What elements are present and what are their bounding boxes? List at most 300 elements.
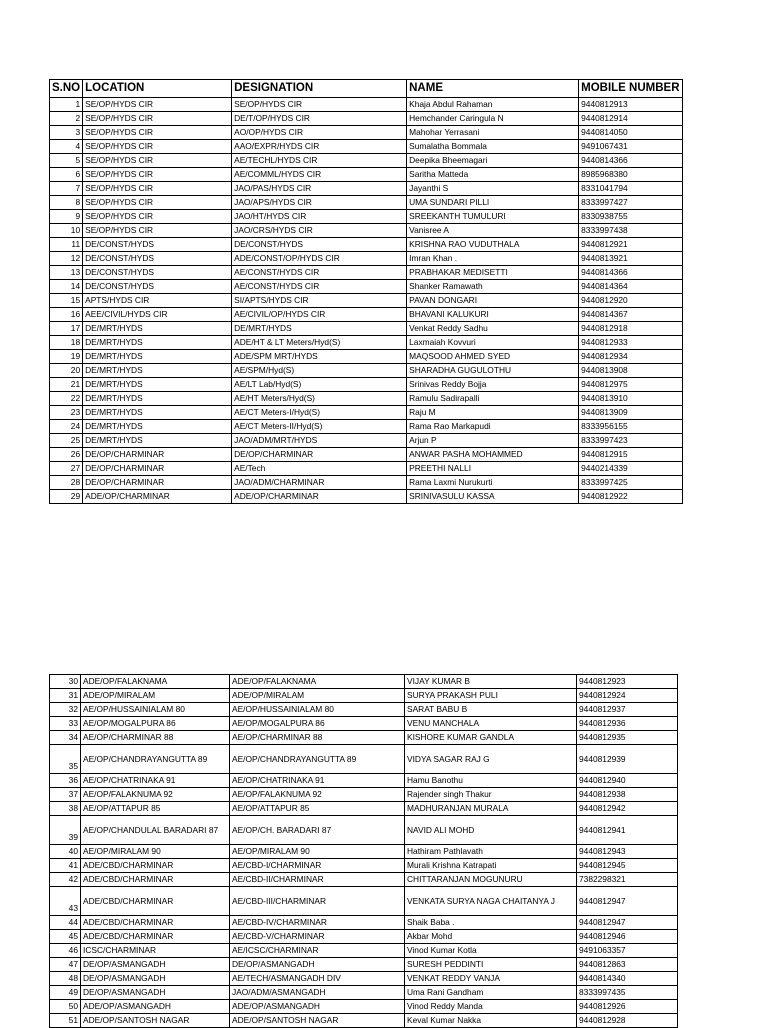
table-row bbox=[50, 112, 683, 126]
table-row bbox=[50, 717, 678, 731]
cell-location: SE/OP/HYDS CIR bbox=[83, 210, 232, 224]
cell-location: DE/MRT/HYDS bbox=[83, 364, 232, 378]
cell-mobile-number: 9440814364 bbox=[579, 280, 682, 294]
table-row bbox=[50, 238, 683, 252]
cell-mobile-number: 9440812920 bbox=[579, 294, 682, 308]
cell-mobile-number: 9440812923 bbox=[577, 675, 678, 689]
cell-name: CHITTARANJAN MOGUNURU bbox=[405, 873, 577, 887]
table-row bbox=[50, 745, 678, 774]
header-designation: DESIGNATION bbox=[232, 80, 407, 98]
cell-designation: ADE/OP/ASMANGADH bbox=[230, 1000, 405, 1014]
cell-name: PAVAN DONGARI bbox=[407, 294, 579, 308]
cell-sno: 38 bbox=[50, 802, 81, 816]
cell-mobile-number: 9491067431 bbox=[579, 140, 682, 154]
cell-location: ADE/CBD/CHARMINAR bbox=[81, 916, 230, 930]
cell-sno: 43 bbox=[50, 887, 81, 916]
cell-designation: AE/OP/CHARMINAR 88 bbox=[230, 731, 405, 745]
table-row bbox=[50, 266, 683, 280]
header-row bbox=[50, 80, 683, 98]
table-row bbox=[50, 887, 678, 916]
table-row bbox=[50, 98, 683, 112]
header-sno: S.NO bbox=[50, 80, 83, 98]
cell-sno: 35 bbox=[50, 745, 81, 774]
cell-mobile-number: 9440814366 bbox=[579, 154, 682, 168]
cell-location: DE/OP/CHARMINAR bbox=[83, 462, 232, 476]
cell-mobile-number: 9440813908 bbox=[579, 364, 682, 378]
cell-name: SURESH PEDDINTI bbox=[405, 958, 577, 972]
cell-location: SE/OP/HYDS CIR bbox=[83, 168, 232, 182]
cell-designation: DE/CONST/HYDS bbox=[232, 238, 407, 252]
cell-location: DE/CONST/HYDS bbox=[83, 266, 232, 280]
cell-name: Murali Krishna Katrapati bbox=[405, 859, 577, 873]
cell-sno: 11 bbox=[50, 238, 83, 252]
cell-sno: 31 bbox=[50, 689, 81, 703]
cell-sno: 50 bbox=[50, 1000, 81, 1014]
table-row bbox=[50, 420, 683, 434]
cell-location: DE/MRT/HYDS bbox=[83, 420, 232, 434]
cell-mobile-number: 8333997435 bbox=[577, 986, 678, 1000]
cell-location: ADE/OP/MIRALAM bbox=[81, 689, 230, 703]
contact-table-1 bbox=[49, 79, 683, 504]
cell-sno: 46 bbox=[50, 944, 81, 958]
table-row bbox=[50, 1000, 678, 1014]
cell-name: KISHORE KUMAR GANDLA bbox=[405, 731, 577, 745]
cell-mobile-number: 9440812938 bbox=[577, 788, 678, 802]
cell-sno: 20 bbox=[50, 364, 83, 378]
cell-mobile-number: 9440812933 bbox=[579, 336, 682, 350]
cell-designation: JAO/APS/HYDS CIR bbox=[232, 196, 407, 210]
cell-designation: AE/OP/ATTAPUR 85 bbox=[230, 802, 405, 816]
cell-designation: ADE/HT & LT Meters/Hyd(S) bbox=[232, 336, 407, 350]
cell-sno: 37 bbox=[50, 788, 81, 802]
cell-name: PRABHAKAR MEDISETTI bbox=[407, 266, 579, 280]
cell-sno: 27 bbox=[50, 462, 83, 476]
table-row bbox=[50, 703, 678, 717]
cell-mobile-number: 8985968380 bbox=[579, 168, 682, 182]
cell-designation: AE/OP/MIRALAM 90 bbox=[230, 845, 405, 859]
cell-designation: ADE/OP/FALAKNAMA bbox=[230, 675, 405, 689]
cell-mobile-number: 9440812936 bbox=[577, 717, 678, 731]
cell-name: Imran Khan . bbox=[407, 252, 579, 266]
table-row bbox=[50, 490, 683, 504]
cell-mobile-number: 9440813909 bbox=[579, 406, 682, 420]
cell-designation: AE/CBD-I/CHARMINAR bbox=[230, 859, 405, 873]
table-row bbox=[50, 675, 678, 689]
cell-name: SREEKANTH TUMULURI bbox=[407, 210, 579, 224]
cell-location: DE/OP/CHARMINAR bbox=[83, 476, 232, 490]
cell-sno: 29 bbox=[50, 490, 83, 504]
cell-location: AE/OP/MOGALPURA 86 bbox=[81, 717, 230, 731]
cell-sno: 36 bbox=[50, 774, 81, 788]
cell-name: BHAVANI KALUKURI bbox=[407, 308, 579, 322]
cell-mobile-number: 9440812863 bbox=[577, 958, 678, 972]
cell-sno: 25 bbox=[50, 434, 83, 448]
cell-mobile-number: 7382298321 bbox=[577, 873, 678, 887]
cell-sno: 4 bbox=[50, 140, 83, 154]
cell-sno: 21 bbox=[50, 378, 83, 392]
header-location: LOCATION bbox=[83, 80, 232, 98]
cell-location: DE/MRT/HYDS bbox=[83, 336, 232, 350]
cell-sno: 19 bbox=[50, 350, 83, 364]
cell-location: AE/OP/MIRALAM 90 bbox=[81, 845, 230, 859]
table-row bbox=[50, 873, 678, 887]
cell-sno: 32 bbox=[50, 703, 81, 717]
cell-sno: 17 bbox=[50, 322, 83, 336]
table-row bbox=[50, 308, 683, 322]
cell-mobile-number: 9440812941 bbox=[577, 816, 678, 845]
cell-mobile-number: 9440812922 bbox=[579, 490, 682, 504]
table-row bbox=[50, 689, 678, 703]
cell-name: Shanker Ramawath bbox=[407, 280, 579, 294]
cell-sno: 16 bbox=[50, 308, 83, 322]
cell-sno: 49 bbox=[50, 986, 81, 1000]
cell-designation: JAO/ADM/CHARMINAR bbox=[232, 476, 407, 490]
cell-name: Shaik Baba . bbox=[405, 916, 577, 930]
table-row bbox=[50, 788, 678, 802]
cell-sno: 6 bbox=[50, 168, 83, 182]
cell-location: ADE/CBD/CHARMINAR bbox=[81, 873, 230, 887]
cell-designation: AAO/EXPR/HYDS CIR bbox=[232, 140, 407, 154]
cell-location: ADE/OP/CHARMINAR bbox=[83, 490, 232, 504]
cell-location: DE/OP/CHARMINAR bbox=[83, 448, 232, 462]
table-row bbox=[50, 802, 678, 816]
cell-designation: ADE/OP/CHARMINAR bbox=[232, 490, 407, 504]
cell-location: SE/OP/HYDS CIR bbox=[83, 224, 232, 238]
cell-mobile-number: 8331041794 bbox=[579, 182, 682, 196]
cell-name: Laxmaiah Kovvuri bbox=[407, 336, 579, 350]
cell-name: VIDYA SAGAR RAJ G bbox=[405, 745, 577, 774]
cell-name: VENU MANCHALA bbox=[405, 717, 577, 731]
cell-name: NAVID ALI MOHD bbox=[405, 816, 577, 845]
cell-designation: AE/HT Meters/Hyd(S) bbox=[232, 392, 407, 406]
cell-designation: ADE/CONST/OP/HYDS CIR bbox=[232, 252, 407, 266]
cell-designation: JAO/ADM/MRT/HYDS bbox=[232, 434, 407, 448]
table-row bbox=[50, 816, 678, 845]
cell-location: AE/OP/CHATRINAKA 91 bbox=[81, 774, 230, 788]
cell-sno: 23 bbox=[50, 406, 83, 420]
cell-mobile-number: 9440812928 bbox=[577, 1014, 678, 1028]
table-row bbox=[50, 859, 678, 873]
cell-sno: 5 bbox=[50, 154, 83, 168]
cell-mobile-number: 9440812946 bbox=[577, 930, 678, 944]
cell-name: Hamu Banothu bbox=[405, 774, 577, 788]
cell-location: AE/OP/CHANDRAYANGUTTA 89 bbox=[81, 745, 230, 774]
cell-designation: AE/CT Meters-I/Hyd(S) bbox=[232, 406, 407, 420]
cell-name: Venkat Reddy Sadhu bbox=[407, 322, 579, 336]
cell-designation: AE/CIVIL/OP/HYDS CIR bbox=[232, 308, 407, 322]
cell-designation: DE/T/OP/HYDS CIR bbox=[232, 112, 407, 126]
table-row bbox=[50, 168, 683, 182]
cell-sno: 39 bbox=[50, 816, 81, 845]
cell-designation: AE/OP/CH. BARADARI 87 bbox=[230, 816, 405, 845]
cell-name: UMA SUNDARI PILLI bbox=[407, 196, 579, 210]
cell-designation: ADE/SPM MRT/HYDS bbox=[232, 350, 407, 364]
cell-name: VIJAY KUMAR B bbox=[405, 675, 577, 689]
cell-designation: AE/COMML/HYDS CIR bbox=[232, 168, 407, 182]
cell-name: ANWAR PASHA MOHAMMED bbox=[407, 448, 579, 462]
table-row bbox=[50, 930, 678, 944]
cell-location: DE/CONST/HYDS bbox=[83, 252, 232, 266]
table-row bbox=[50, 972, 678, 986]
cell-name: KRISHNA RAO VUDUTHALA bbox=[407, 238, 579, 252]
cell-designation: AE/Tech bbox=[232, 462, 407, 476]
cell-name: Rama Laxmi Nurukurti bbox=[407, 476, 579, 490]
table-row bbox=[50, 280, 683, 294]
cell-sno: 51 bbox=[50, 1014, 81, 1028]
cell-location: SE/OP/HYDS CIR bbox=[83, 196, 232, 210]
cell-designation: AE/TECH/ASMANGADH DIV bbox=[230, 972, 405, 986]
table-row bbox=[50, 986, 678, 1000]
cell-mobile-number: 9440813921 bbox=[579, 252, 682, 266]
table-1-body bbox=[50, 98, 683, 504]
cell-designation: AE/LT Lab/Hyd(S) bbox=[232, 378, 407, 392]
cell-designation: SE/OP/HYDS CIR bbox=[232, 98, 407, 112]
cell-mobile-number: 9440812939 bbox=[577, 745, 678, 774]
cell-designation: ADE/OP/MIRALAM bbox=[230, 689, 405, 703]
cell-sno: 44 bbox=[50, 916, 81, 930]
cell-location: ADE/OP/FALAKNAMA bbox=[81, 675, 230, 689]
table-row bbox=[50, 406, 683, 420]
cell-location: DE/CONST/HYDS bbox=[83, 238, 232, 252]
cell-mobile-number: 9491063357 bbox=[577, 944, 678, 958]
cell-name: SARAT BABU B bbox=[405, 703, 577, 717]
table-row bbox=[50, 392, 683, 406]
cell-name: VENKAT REDDY VANJA bbox=[405, 972, 577, 986]
cell-mobile-number: 9440812918 bbox=[579, 322, 682, 336]
cell-sno: 47 bbox=[50, 958, 81, 972]
table-row bbox=[50, 774, 678, 788]
cell-mobile-number: 9440812947 bbox=[577, 916, 678, 930]
cell-mobile-number: 8333956155 bbox=[579, 420, 682, 434]
cell-designation: AE/OP/MOGALPURA 86 bbox=[230, 717, 405, 731]
cell-mobile-number: 9440214339 bbox=[579, 462, 682, 476]
cell-designation: AE/SPM/Hyd(S) bbox=[232, 364, 407, 378]
cell-location: SE/OP/HYDS CIR bbox=[83, 140, 232, 154]
cell-name: Khaja Abdul Rahaman bbox=[407, 98, 579, 112]
cell-designation: AE/OP/FALAKNUMA 92 bbox=[230, 788, 405, 802]
cell-name: VENKATA SURYA NAGA CHAITANYA J bbox=[405, 887, 577, 916]
table-row bbox=[50, 182, 683, 196]
cell-designation: AE/CONST/HYDS CIR bbox=[232, 280, 407, 294]
cell-mobile-number: 9440812947 bbox=[577, 887, 678, 916]
cell-designation: AO/OP/HYDS CIR bbox=[232, 126, 407, 140]
cell-mobile-number: 9440812915 bbox=[579, 448, 682, 462]
cell-name: MAQSOOD AHMED SYED bbox=[407, 350, 579, 364]
cell-mobile-number: 9440812942 bbox=[577, 802, 678, 816]
cell-designation: DE/OP/CHARMINAR bbox=[232, 448, 407, 462]
table-row bbox=[50, 1014, 678, 1028]
cell-mobile-number: 8333997427 bbox=[579, 196, 682, 210]
cell-location: AE/OP/CHANDULAL BARADARI 87 bbox=[81, 816, 230, 845]
cell-sno: 26 bbox=[50, 448, 83, 462]
cell-name: Raju M bbox=[407, 406, 579, 420]
cell-location: DE/MRT/HYDS bbox=[83, 406, 232, 420]
cell-sno: 15 bbox=[50, 294, 83, 308]
table-row bbox=[50, 252, 683, 266]
cell-designation: AE/ICSC/CHARMINAR bbox=[230, 944, 405, 958]
cell-name: Uma Rani Gandham bbox=[405, 986, 577, 1000]
cell-location: DE/OP/ASMANGADH bbox=[81, 986, 230, 1000]
cell-location: SE/OP/HYDS CIR bbox=[83, 126, 232, 140]
cell-mobile-number: 9440812935 bbox=[577, 731, 678, 745]
cell-mobile-number: 9440814050 bbox=[579, 126, 682, 140]
cell-designation: AE/CBD-V/CHARMINAR bbox=[230, 930, 405, 944]
cell-mobile-number: 8333997438 bbox=[579, 224, 682, 238]
cell-location: AE/OP/CHARMINAR 88 bbox=[81, 731, 230, 745]
cell-designation: AE/OP/HUSSAINIALAM 80 bbox=[230, 703, 405, 717]
cell-designation: AE/TECHL/HYDS CIR bbox=[232, 154, 407, 168]
cell-name: Hathiram Pathlavath bbox=[405, 845, 577, 859]
cell-mobile-number: 9440813910 bbox=[579, 392, 682, 406]
cell-mobile-number: 9440812975 bbox=[579, 378, 682, 392]
cell-mobile-number: 9440814340 bbox=[577, 972, 678, 986]
table-row bbox=[50, 845, 678, 859]
cell-location: ICSC/CHARMINAR bbox=[81, 944, 230, 958]
cell-location: DE/MRT/HYDS bbox=[83, 434, 232, 448]
cell-location: AE/OP/ATTAPUR 85 bbox=[81, 802, 230, 816]
cell-location: ADE/OP/SANTOSH NAGAR bbox=[81, 1014, 230, 1028]
cell-location: SE/OP/HYDS CIR bbox=[83, 112, 232, 126]
cell-name: Mahohar Yerrasani bbox=[407, 126, 579, 140]
table-row bbox=[50, 336, 683, 350]
cell-sno: 9 bbox=[50, 210, 83, 224]
cell-designation: AE/OP/CHANDRAYANGUTTA 89 bbox=[230, 745, 405, 774]
table-row bbox=[50, 224, 683, 238]
table-row bbox=[50, 210, 683, 224]
cell-location: AE/OP/HUSSAINIALAM 80 bbox=[81, 703, 230, 717]
cell-name: Jayanthi S bbox=[407, 182, 579, 196]
cell-name: PREETHI NALLI bbox=[407, 462, 579, 476]
contact-table-2 bbox=[49, 674, 678, 1028]
table-row bbox=[50, 322, 683, 336]
cell-designation: JAO/PAS/HYDS CIR bbox=[232, 182, 407, 196]
cell-location: DE/OP/ASMANGADH bbox=[81, 958, 230, 972]
cell-designation: JAO/HT/HYDS CIR bbox=[232, 210, 407, 224]
cell-designation: AE/CBD-III/CHARMINAR bbox=[230, 887, 405, 916]
cell-sno: 45 bbox=[50, 930, 81, 944]
cell-mobile-number: 9440812913 bbox=[579, 98, 682, 112]
cell-name: Akbar Mohd bbox=[405, 930, 577, 944]
cell-sno: 8 bbox=[50, 196, 83, 210]
cell-name: Arjun P bbox=[407, 434, 579, 448]
cell-designation: DE/MRT/HYDS bbox=[232, 322, 407, 336]
table-2-body bbox=[50, 675, 678, 1028]
cell-sno: 3 bbox=[50, 126, 83, 140]
cell-mobile-number: 8330938755 bbox=[579, 210, 682, 224]
cell-sno: 7 bbox=[50, 182, 83, 196]
cell-location: DE/MRT/HYDS bbox=[83, 350, 232, 364]
table-row bbox=[50, 916, 678, 930]
table-row bbox=[50, 364, 683, 378]
cell-designation: JAO/CRS/HYDS CIR bbox=[232, 224, 407, 238]
cell-name: Vanisree A bbox=[407, 224, 579, 238]
cell-designation: AE/CONST/HYDS CIR bbox=[232, 266, 407, 280]
cell-designation: AE/OP/CHATRINAKA 91 bbox=[230, 774, 405, 788]
table-row bbox=[50, 958, 678, 972]
cell-name: Keval Kumar Nakka bbox=[405, 1014, 577, 1028]
cell-sno: 12 bbox=[50, 252, 83, 266]
cell-location: SE/OP/HYDS CIR bbox=[83, 98, 232, 112]
cell-location: ADE/CBD/CHARMINAR bbox=[81, 887, 230, 916]
table-row bbox=[50, 350, 683, 364]
cell-location: AE/OP/FALAKNUMA 92 bbox=[81, 788, 230, 802]
cell-sno: 28 bbox=[50, 476, 83, 490]
cell-location: DE/CONST/HYDS bbox=[83, 280, 232, 294]
cell-name: Vinod Reddy Manda bbox=[405, 1000, 577, 1014]
cell-mobile-number: 9440812914 bbox=[579, 112, 682, 126]
table-row bbox=[50, 294, 683, 308]
cell-location: DE/MRT/HYDS bbox=[83, 378, 232, 392]
cell-sno: 18 bbox=[50, 336, 83, 350]
table-row bbox=[50, 462, 683, 476]
cell-sno: 40 bbox=[50, 845, 81, 859]
cell-sno: 2 bbox=[50, 112, 83, 126]
cell-designation: AE/CBD-II/CHARMINAR bbox=[230, 873, 405, 887]
cell-sno: 34 bbox=[50, 731, 81, 745]
cell-location: DE/OP/ASMANGADH bbox=[81, 972, 230, 986]
cell-designation: DE/OP/ASMANGADH bbox=[230, 958, 405, 972]
cell-sno: 48 bbox=[50, 972, 81, 986]
cell-designation: JAO/ADM/ASMANGADH bbox=[230, 986, 405, 1000]
cell-designation: AE/CT Meters-II/Hyd(S) bbox=[232, 420, 407, 434]
cell-designation: AE/CBD-IV/CHARMINAR bbox=[230, 916, 405, 930]
cell-sno: 1 bbox=[50, 98, 83, 112]
cell-name: Ramulu Sadirapalli bbox=[407, 392, 579, 406]
cell-sno: 22 bbox=[50, 392, 83, 406]
cell-sno: 13 bbox=[50, 266, 83, 280]
table-row bbox=[50, 448, 683, 462]
cell-sno: 42 bbox=[50, 873, 81, 887]
header-mobile-number: MOBILE NUMBER bbox=[579, 80, 682, 98]
cell-name: Srinivas Reddy Bojja bbox=[407, 378, 579, 392]
cell-mobile-number: 9440812934 bbox=[579, 350, 682, 364]
cell-mobile-number: 9440812940 bbox=[577, 774, 678, 788]
cell-sno: 33 bbox=[50, 717, 81, 731]
cell-name: MADHURANJAN MURALA bbox=[405, 802, 577, 816]
cell-mobile-number: 8333997425 bbox=[579, 476, 682, 490]
cell-name: SRINIVASULU KASSA bbox=[407, 490, 579, 504]
cell-name: SURYA PRAKASH PULI bbox=[405, 689, 577, 703]
table-row bbox=[50, 140, 683, 154]
cell-location: DE/MRT/HYDS bbox=[83, 392, 232, 406]
table-row bbox=[50, 126, 683, 140]
cell-location: SE/OP/HYDS CIR bbox=[83, 182, 232, 196]
cell-name: Vinod Kumar Kotla bbox=[405, 944, 577, 958]
cell-name: Sumalatha Bommala bbox=[407, 140, 579, 154]
cell-mobile-number: 8333997423 bbox=[579, 434, 682, 448]
cell-location: SE/OP/HYDS CIR bbox=[83, 154, 232, 168]
cell-mobile-number: 9440812924 bbox=[577, 689, 678, 703]
table-row bbox=[50, 944, 678, 958]
table-row bbox=[50, 731, 678, 745]
cell-mobile-number: 9440814366 bbox=[579, 266, 682, 280]
cell-mobile-number: 9440812921 bbox=[579, 238, 682, 252]
cell-name: Hemchander Caringula N bbox=[407, 112, 579, 126]
cell-location: ADE/CBD/CHARMINAR bbox=[81, 859, 230, 873]
header-name: NAME bbox=[407, 80, 579, 98]
cell-name: Rama Rao Markapudi bbox=[407, 420, 579, 434]
cell-location: APTS/HYDS CIR bbox=[83, 294, 232, 308]
cell-location: AEE/CIVIL/HYDS CIR bbox=[83, 308, 232, 322]
cell-designation: SI/APTS/HYDS CIR bbox=[232, 294, 407, 308]
cell-location: ADE/OP/ASMANGADH bbox=[81, 1000, 230, 1014]
cell-name: Rajender singh Thakur bbox=[405, 788, 577, 802]
cell-name: Deepika Bheemagari bbox=[407, 154, 579, 168]
cell-location: ADE/CBD/CHARMINAR bbox=[81, 930, 230, 944]
cell-name: Saritha Matteda bbox=[407, 168, 579, 182]
cell-name: SHARADHA GUGULOTHU bbox=[407, 364, 579, 378]
cell-sno: 41 bbox=[50, 859, 81, 873]
